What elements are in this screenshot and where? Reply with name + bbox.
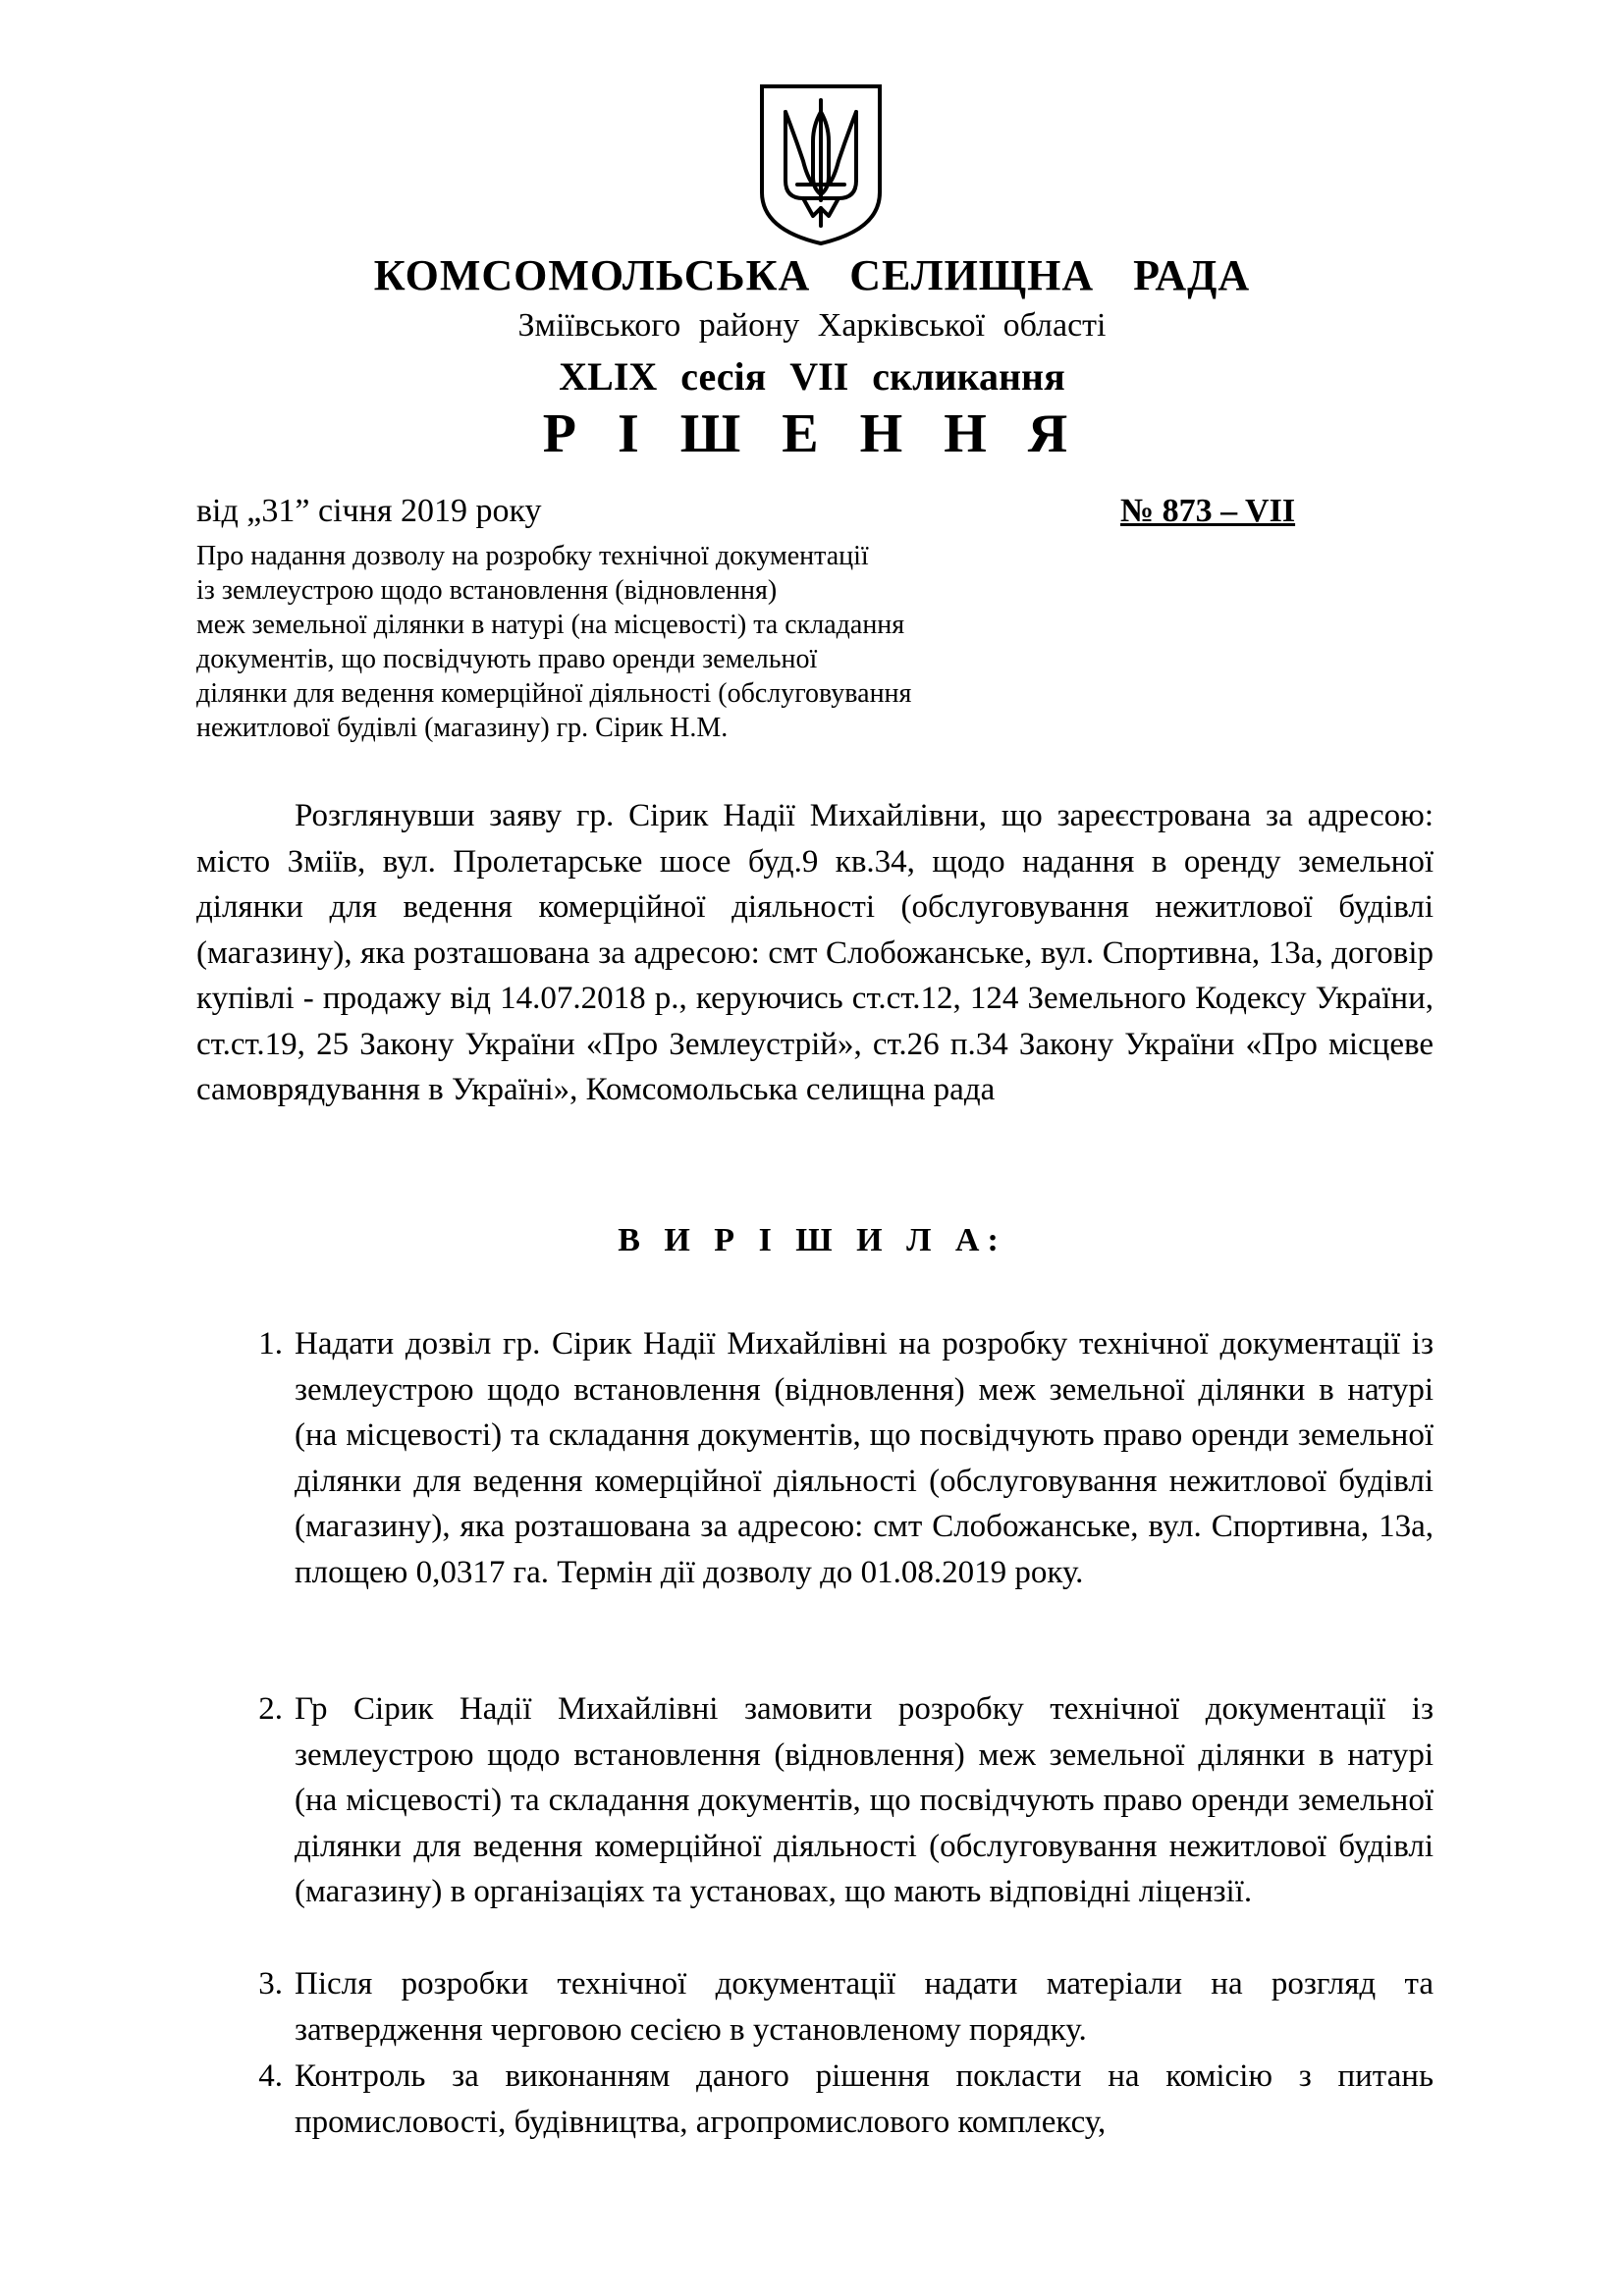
subject-line: меж земельної ділянки в натурі (на місцевості) та складання (196, 610, 905, 640)
district-region: Зміївського району Харківської області (517, 307, 1107, 344)
session-info: XLIX сесія VII скликання (559, 354, 1065, 399)
subject-line: нежитлової будівлі (магазину) гр. Сірик Н.М. (196, 713, 729, 743)
item-number: 3. (258, 1966, 283, 2002)
resolution-item (258, 1686, 1434, 1915)
item-text: Надати дозвіл гр. Сірик Надії Михайлівні на розробку технічної документації із землеустрою щодо встановлення (відновлення) меж земельної ділянки в натурі (на місцевості) та складання документів, що посвідчують право оренди земельної ділянки для ведення комерційної діяльності (обслуговування нежитлової будівлі (магазину), яка розташована за адресою: смт Слобожанське, вул. Спортивна, 13а, площею 0,0317 га. Термін дії дозволу до 01.08.2019 року. (295, 1326, 1434, 1590)
resolution-item (258, 1321, 1434, 1595)
decision-number: № 873 – VII (1120, 493, 1296, 529)
resolution-item (258, 2054, 1434, 2145)
subject-line: документів, що посвідчують право оренди земельної (196, 644, 818, 674)
resolved-heading: В И Р І Ш И Л А: (618, 1222, 1006, 1258)
council-name: КОМСОМОЛЬСЬКА СЕЛИЩНА РАДА (373, 251, 1251, 299)
subject-line: ділянки для ведення комерційної діяльності (обслуговування (196, 678, 912, 709)
coat-of-arms-icon (758, 82, 884, 247)
decision-subject (196, 539, 1100, 745)
document-title: Р І Ш Е Н Н Я (542, 403, 1082, 464)
resolution-item (258, 1961, 1434, 2053)
preamble-paragraph: Розглянувши заяву гр. Сірик Надії Михайлівни, що зареєстрована за адресою: місто Зміїв, вул. Пролетарське шосе буд.9 кв.34, щодо надання в оренду земельної ділянки для ведення комерційної діяльності (обслуговування нежитлової будівлі (магазину), яка розташована за адресою: смт Слобожанське, вул. Спортивна, 13а, договір купівлі - продажу від 14.07.2018 р., керуючись ст.ст.12, 124 Земельного Кодексу України, ст.ст.19, 25 Закону України «Про Землеустрій», ст.26 п.34 Закону України «Про місцеве самоврядування в Україні», Комсомольська селищна рада (196, 798, 1434, 1107)
decision-date: від „31” січня 2019 року (196, 493, 542, 529)
item-number: 4. (258, 2058, 283, 2094)
subject-line: Про надання дозволу на розробку технічної документації (196, 541, 869, 571)
item-number: 2. (258, 1691, 283, 1727)
item-text: Контроль за виконанням даного рішення покласти на комісію з питань промисловості, будівництва, агропромислового комплексу, (295, 2058, 1434, 2140)
subject-line: із землеустрою щодо встановлення (відновлення) (196, 575, 778, 606)
item-text: Після розробки технічної документації надати матеріали на розгляд та затвердження черговою сесією в установленому порядку. (295, 1966, 1434, 2048)
item-number: 1. (258, 1326, 283, 1362)
item-text: Гр Сірик Надії Михайлівні замовити розробку технічної документації із землеустрою щодо встановлення (відновлення) меж земельної ділянки в натурі (на місцевості) та складання документів, що посвідчують право оренди земельної ділянки для ведення комерційної діяльності (обслуговування нежитлової будівлі (магазину) в організаціях та установах, що мають відповідні ліцензії. (295, 1691, 1434, 1909)
